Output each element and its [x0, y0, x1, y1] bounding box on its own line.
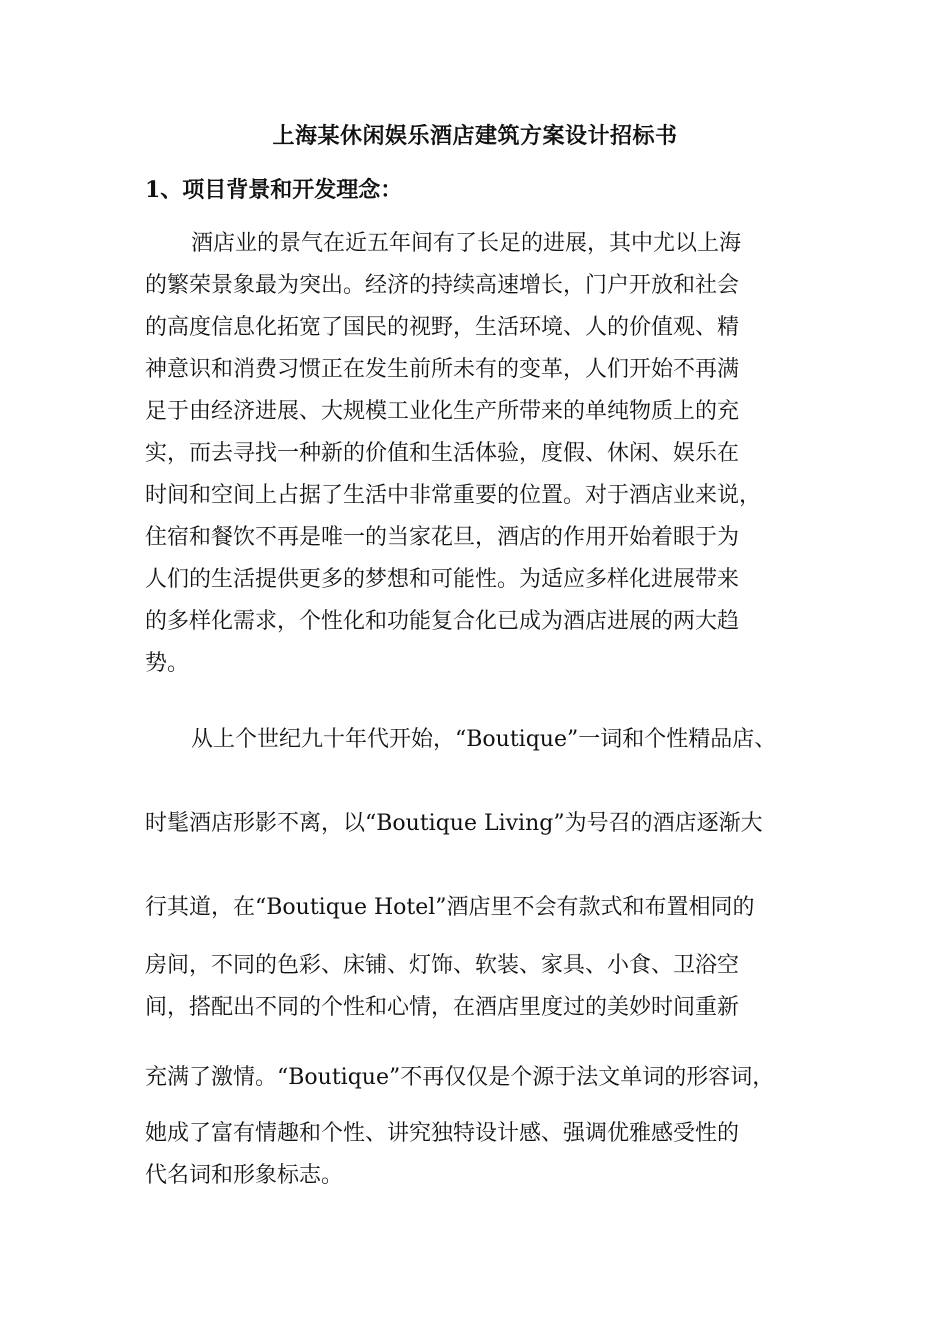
- paragraph-line: 神意识和消费习惯正在发生前所未有的变革，人们开始不再满: [145, 357, 740, 382]
- paragraph-line: 代名词和形象标志。: [145, 1163, 344, 1188]
- paragraph-line: 房间，不同的色彩、床铺、灯饰、软装、家具、小食、卫浴空: [145, 953, 740, 978]
- paragraph-line: 实，而去寻找一种新的价值和生活体验，度假、休闲、娱乐在: [145, 441, 740, 466]
- paragraph-line: 从上个世纪九十年代开始，“Boutique”一词和个性精品店、: [191, 727, 777, 752]
- paragraph-line: 的繁荣景象最为突出。经济的持续高速增长，门户开放和社会: [145, 273, 740, 298]
- paragraph-line: 她成了富有情趣和个性、讲究独特设计感、强调优雅感受性的: [145, 1121, 740, 1146]
- paragraph-line: 势。: [145, 651, 190, 676]
- paragraph-line: 酒店业的景气在近五年间有了长足的进展，其中尤以上海: [191, 231, 742, 256]
- paragraph-line: 的多样化需求，个性化和功能复合化已成为酒店进展的两大趋: [145, 609, 740, 634]
- document-title: 上海某休闲娱乐酒店建筑方案设计招标书: [272, 123, 678, 149]
- paragraph-line: 间，搭配出不同的个性和心情，在酒店里度过的美妙时间重新: [145, 995, 740, 1020]
- paragraph-line: 的高度信息化拓宽了国民的视野，生活环境、人的价值观、精: [145, 315, 740, 340]
- section-heading: 1、项目背景和开发理念：: [145, 177, 403, 203]
- paragraph-line: 人们的生活提供更多的梦想和可能性。为适应多样化进展带来: [145, 567, 740, 592]
- paragraph-line: 行其道，在“Boutique Hotel”酒店里不会有款式和布置相同的: [145, 895, 755, 920]
- paragraph-line: 足于由经济进展、大规模工业化生产所带来的单纯物质上的充: [145, 399, 740, 424]
- paragraph-line: 充满了激情。“Boutique”不再仅仅是个源于法文单词的形容词，: [145, 1065, 775, 1090]
- paragraph-line: 时间和空间上占据了生活中非常重要的位置。对于酒店业来说，: [145, 483, 762, 508]
- paragraph-line: 时髦酒店形影不离，以“Boutique Living”为号召的酒店逐渐大: [145, 811, 763, 836]
- paragraph-line: 住宿和餐饮不再是唯一的当家花旦，酒店的作用开始着眼于为: [145, 525, 740, 550]
